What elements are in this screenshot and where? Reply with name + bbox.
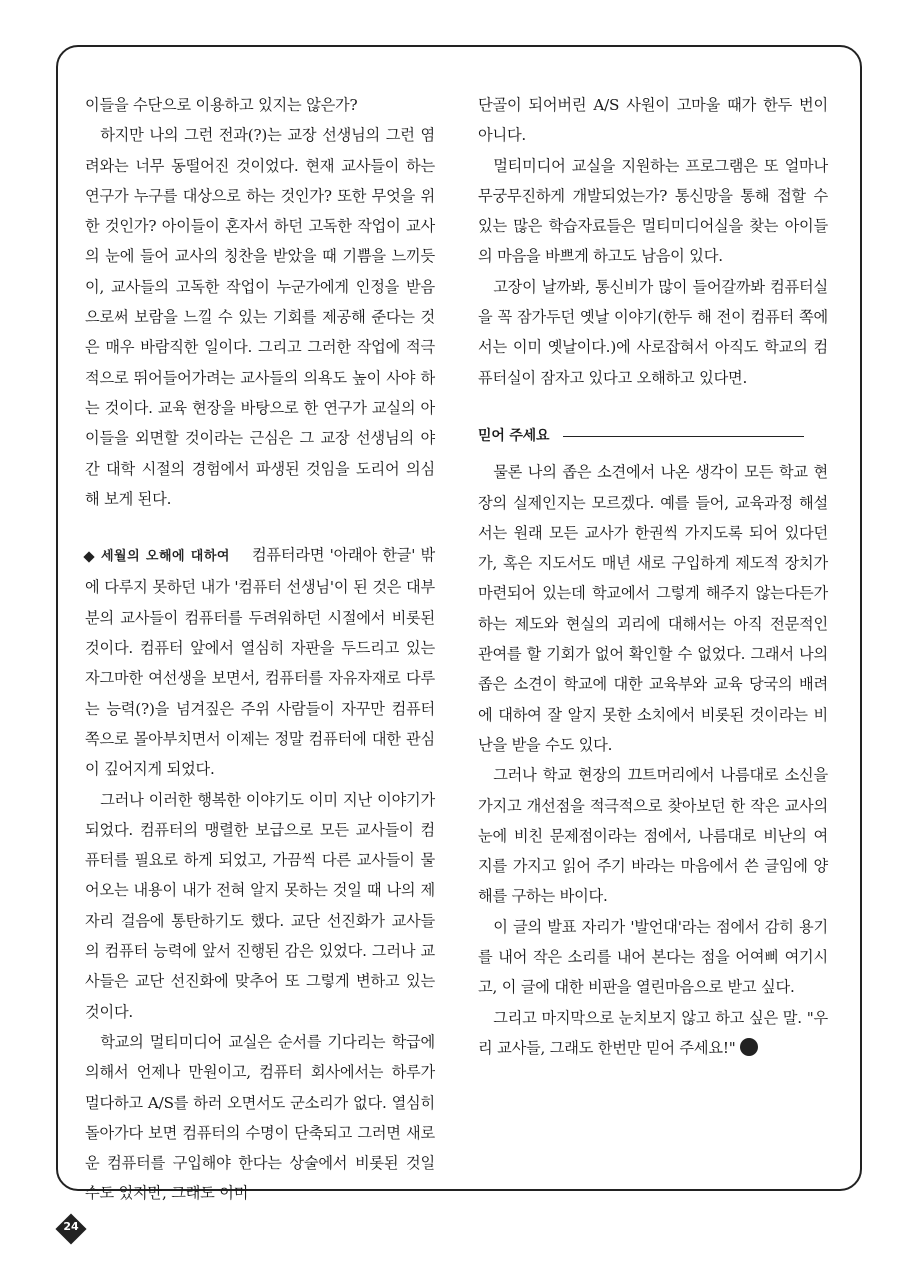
paragraph: 이들을 수단으로 이용하고 있지는 않은가? (85, 96, 358, 114)
diamond-bullet-icon (83, 551, 94, 562)
section-heading: 믿어 주세요 (478, 421, 828, 451)
paragraph: 단골이 되어버린 A/S 사원이 고마울 때가 한두 번이 아니다. (478, 96, 828, 145)
paragraph: 학교의 멀티미디어 교실은 순서를 기다리는 학급에 의해서 언제나 만원이고, 컴퓨터 회사에서는 하루가 멀다하고 A/S를 하러 오면서도 군소리가 없다. 열심히 돌아가다 보면 컴퓨터의 수명이 단축되고 그러면 새로운 컴퓨터를 구입해야 한다는 상술에서 비롯된 것일 수도 있지만, 그래도 이미 (85, 1032, 435, 1203)
page-number: 24 (63, 1220, 79, 1233)
paragraph: 이 글의 발표 자리가 '발언대'라는 점에서 감히 용기를 내어 작은 소리를 내어 본다는 점을 어여삐 여기시고, 이 글에 대한 비판을 열린마음으로 받고 싶다. (478, 917, 828, 997)
page-number-badge (56, 1214, 86, 1244)
left-column (85, 90, 435, 1209)
paragraph: 그러나 학교 현장의 끄트머리에서 나름대로 소신을 가지고 개선점을 적극적으로 찾아보던 한 작은 교사의 눈에 비친 문제점이라는 점에서, 나름대로 비난의 여지를 가지고 읽어 주기 바라는 마음에서 쓴 글임에 양해를 구하는 바이다. (478, 766, 828, 906)
heading-rule (563, 436, 804, 437)
paragraph: 고장이 날까봐, 통신비가 많이 들어갈까봐 컴퓨터실을 꼭 잠가두던 옛날 이야기(한두 해 전이 컴퓨터 쪽에서는 이미 옛날이다.)에 사로잡혀서 아직도 학교의 컴퓨터실이 잠자고 있다고 오해하고 있다면. (478, 277, 828, 387)
paragraph: 그러나 이러한 행복한 이야기도 이미 지난 이야기가 되었다. 컴퓨터의 맹렬한 보급으로 모든 교사들이 컴퓨터를 필요로 하게 되었고, 가끔씩 다른 교사들이 물어오는 내용이 내가 전혀 알지 못하는 것일 때 나의 제자리 걸음에 통탄하기도 했다. 교단 선진화가 교사들의 컴퓨터 능력에 앞서 진행된 감은 있었다. 그러나 교사들은 교단 선진화에 맞추어 또 그렇게 변하고 있는 것이다. (85, 790, 435, 1021)
paragraph: 물론 나의 좁은 소견에서 나온 생각이 모든 학교 현장의 실제인지는 모르겠다. 예를 들어, 교육과정 해설서는 원래 모든 교사가 한권씩 가지도록 되어 있다던가, 혹은 지도서도 매년 새로 구입하게 제도적 장치가 마련되어 있는데 학교에서 그렇게 해주지 않는다든가 하는 제도와 현실의 괴리에 대해서는 아직 전문적인 관여를 할 기회가 없어 확인할 수 없었다. 그래서 나의 좁은 소견이 학교에 대한 교육부와 교육 당국의 배려에 대하여 잘 알지 못한 소치에서 비롯된 것이라는 비난을 받을 수도 있다. (478, 463, 828, 754)
run-in-heading: 세월의 오해에 대하여 (85, 549, 230, 564)
right-column (478, 90, 828, 1063)
paragraph: 하지만 나의 그런 전과(?)는 교장 선생님의 그런 염려와는 너무 동떨어진 것이었다. 현재 교사들이 하는 연구가 누구를 대상으로 하는 것인가? 또한 무엇을 위한 것인가? 아이들이 혼자서 하던 고독한 작업이 교사의 눈에 들어 교사의 칭찬을 받았을 때 기쁨을 느끼듯이, 교사들의 고독한 작업이 누군가에게 인정을 받음으로써 보람을 느낄 수 있는 기회를 제공해 준다는 것은 매우 바람직한 일이다. 그리고 그러한 작업에 적극적으로 뛰어들어가려는 교사들의 의욕도 높이 사야 하는 것이다. 교육 현장을 바탕으로 한 연구가 교실의 아이들을 외면할 것이라는 근심은 그 교장 선생님의 야간 대학 시절의 경험에서 파생된 것임을 도리어 의심해 보게 된다. (85, 126, 435, 508)
end-mark-icon (740, 1038, 758, 1056)
closing-paragraph: 그리고 마지막으로 눈치보지 않고 하고 싶은 말. "우리 교사들, 그래도 한번만 믿어 주세요!" (478, 1008, 828, 1057)
paragraph: 멀티미디어 교실을 지원하는 프로그램은 또 얼마나 무궁무진하게 개발되었는가? 통신망을 통해 접할 수 있는 많은 학습자료들은 멀티미디어실을 찾는 아이들의 마음을 바쁘게 하고도 남음이 있다. (478, 156, 828, 266)
paragraph-with-run-in-heading: 세월의 오해에 대하여 컴퓨터라면 '아래아 한글' 밖에 다루지 못하던 내가 '컴퓨터 선생님'이 된 것은 대부분의 교사들이 컴퓨터를 두려워하던 시절에서 비롯된 것이다. 컴퓨터 앞에서 열심히 자판을 두드리고 있는 자그마한 여선생을 보면서, 컴퓨터를 자유자재로 다루는 능력(?)을 넘겨짚은 주위 사람들이 자꾸만 컴퓨터 쪽으로 몰아부치면서 이제는 정말 컴퓨터에 대한 관심이 깊어지게 되었다. (85, 546, 435, 779)
